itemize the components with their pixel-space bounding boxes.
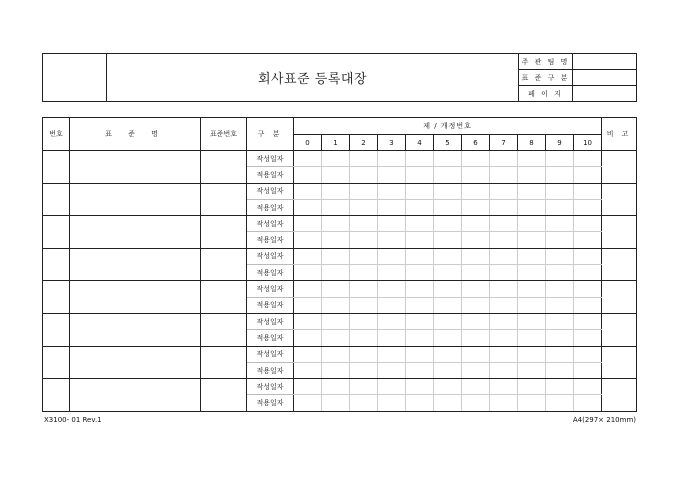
revision-date-cell[interactable] — [406, 232, 434, 248]
revision-date-cell[interactable] — [490, 199, 518, 215]
paper-size: A4(297× 210mm) — [572, 416, 636, 424]
revision-date-cell[interactable] — [322, 362, 350, 378]
revision-date-cell[interactable] — [518, 248, 546, 264]
logo-cell — [43, 54, 107, 102]
revision-column-header: 1 — [322, 135, 350, 151]
revision-date-cell[interactable] — [546, 183, 574, 199]
revision-date-cell[interactable] — [434, 232, 462, 248]
form-code: X3100- 01 Rev.1 — [44, 416, 102, 424]
revision-date-cell[interactable] — [546, 395, 574, 411]
revision-column-header: 8 — [518, 135, 546, 151]
revision-date-cell[interactable] — [322, 330, 350, 346]
revision-column-header: 10 — [574, 135, 602, 151]
revision-date-cell[interactable] — [378, 330, 406, 346]
revision-date-cell[interactable] — [350, 346, 378, 362]
revision-date-cell[interactable] — [378, 395, 406, 411]
header-revision-number: 제 / 개정번호 — [294, 118, 602, 135]
revision-date-cell[interactable] — [546, 265, 574, 281]
number-cell[interactable] — [43, 248, 70, 281]
revision-date-cell[interactable] — [350, 313, 378, 329]
revision-date-cell[interactable] — [294, 265, 322, 281]
header-remarks: 비 고 — [602, 118, 637, 151]
standard-code-cell[interactable] — [201, 183, 247, 216]
revision-date-cell[interactable] — [518, 216, 546, 232]
revision-date-cell[interactable] — [294, 313, 322, 329]
revision-date-cell[interactable] — [406, 265, 434, 281]
revision-date-cell[interactable] — [434, 346, 462, 362]
revision-date-cell[interactable] — [462, 167, 490, 183]
revision-date-cell[interactable] — [490, 346, 518, 362]
header-block — [42, 53, 637, 102]
revision-date-cell[interactable] — [546, 362, 574, 378]
revision-date-cell[interactable] — [462, 297, 490, 313]
standard-code-cell[interactable] — [201, 281, 247, 314]
revision-column-header: 5 — [434, 135, 462, 151]
revision-date-cell[interactable] — [406, 199, 434, 215]
revision-date-cell[interactable] — [378, 297, 406, 313]
category-label: 적용일자 — [247, 362, 294, 378]
revision-date-cell[interactable] — [546, 297, 574, 313]
number-cell[interactable] — [43, 151, 70, 184]
standard-name-cell[interactable] — [70, 281, 201, 314]
category-label: 적용일자 — [247, 265, 294, 281]
revision-date-cell[interactable] — [574, 167, 602, 183]
revision-date-cell[interactable] — [434, 151, 462, 167]
revision-date-cell[interactable] — [378, 232, 406, 248]
revision-date-cell[interactable] — [294, 395, 322, 411]
revision-date-cell[interactable] — [574, 281, 602, 297]
revision-date-cell[interactable] — [462, 183, 490, 199]
revision-date-cell[interactable] — [378, 313, 406, 329]
revision-date-cell[interactable] — [322, 232, 350, 248]
revision-date-cell[interactable] — [406, 330, 434, 346]
revision-date-cell[interactable] — [294, 232, 322, 248]
revision-date-cell[interactable] — [462, 199, 490, 215]
revision-date-cell[interactable] — [490, 395, 518, 411]
revision-date-cell[interactable] — [574, 265, 602, 281]
revision-column-header: 6 — [462, 135, 490, 151]
number-cell[interactable] — [43, 216, 70, 249]
revision-date-cell[interactable] — [294, 183, 322, 199]
revision-date-cell[interactable] — [406, 216, 434, 232]
revision-date-cell[interactable] — [546, 313, 574, 329]
revision-date-cell[interactable] — [574, 297, 602, 313]
revision-date-cell[interactable] — [322, 199, 350, 215]
revision-date-cell[interactable] — [378, 362, 406, 378]
standard-code-cell[interactable] — [201, 379, 247, 412]
category-label: 작성일자 — [247, 151, 294, 167]
register-table — [42, 117, 637, 412]
revision-date-cell[interactable] — [490, 265, 518, 281]
revision-date-cell[interactable] — [350, 281, 378, 297]
revision-date-cell[interactable] — [546, 216, 574, 232]
revision-date-cell[interactable] — [574, 183, 602, 199]
revision-date-cell[interactable] — [490, 281, 518, 297]
revision-date-cell[interactable] — [462, 248, 490, 264]
revision-date-cell[interactable] — [406, 379, 434, 395]
revision-date-cell[interactable] — [462, 379, 490, 395]
revision-date-cell[interactable] — [378, 151, 406, 167]
revision-date-cell[interactable] — [546, 167, 574, 183]
header-standard-name: 표 준 명 — [70, 118, 201, 151]
revision-date-cell[interactable] — [350, 379, 378, 395]
standard-code-cell[interactable] — [201, 346, 247, 379]
revision-date-cell[interactable] — [462, 346, 490, 362]
revision-date-cell[interactable] — [434, 216, 462, 232]
revision-date-cell[interactable] — [378, 167, 406, 183]
revision-date-cell[interactable] — [462, 265, 490, 281]
standard-name-cell[interactable] — [70, 183, 201, 216]
revision-date-cell[interactable] — [406, 151, 434, 167]
field-department[interactable] — [573, 54, 637, 70]
revision-date-cell[interactable] — [322, 183, 350, 199]
standard-code-cell[interactable] — [201, 248, 247, 281]
standard-name-cell[interactable] — [70, 216, 201, 249]
revision-date-cell[interactable] — [294, 167, 322, 183]
field-standard-type[interactable] — [573, 70, 637, 86]
revision-date-cell[interactable] — [546, 199, 574, 215]
revision-date-cell[interactable] — [378, 216, 406, 232]
label-page: 페 이 지 — [519, 86, 573, 102]
revision-date-cell[interactable] — [434, 330, 462, 346]
revision-date-cell[interactable] — [434, 183, 462, 199]
revision-date-cell[interactable] — [518, 362, 546, 378]
revision-date-cell[interactable] — [574, 151, 602, 167]
revision-date-cell[interactable] — [406, 346, 434, 362]
revision-date-cell[interactable] — [294, 216, 322, 232]
revision-date-cell[interactable] — [322, 248, 350, 264]
revision-date-cell[interactable] — [518, 313, 546, 329]
revision-date-cell[interactable] — [546, 379, 574, 395]
revision-date-cell[interactable] — [294, 379, 322, 395]
revision-date-cell[interactable] — [518, 232, 546, 248]
revision-date-cell[interactable] — [434, 297, 462, 313]
revision-date-cell[interactable] — [490, 362, 518, 378]
revision-date-cell[interactable] — [406, 167, 434, 183]
revision-date-cell[interactable] — [462, 151, 490, 167]
revision-date-cell[interactable] — [322, 151, 350, 167]
revision-date-cell[interactable] — [322, 395, 350, 411]
document-title: 회사표준 등록대장 — [107, 54, 519, 102]
revision-date-cell[interactable] — [434, 313, 462, 329]
category-label: 적용일자 — [247, 330, 294, 346]
revision-date-cell[interactable] — [378, 265, 406, 281]
revision-date-cell[interactable] — [406, 183, 434, 199]
revision-date-cell[interactable] — [322, 379, 350, 395]
revision-date-cell[interactable] — [378, 199, 406, 215]
revision-date-cell[interactable] — [490, 151, 518, 167]
revision-date-cell[interactable] — [574, 313, 602, 329]
revision-date-cell[interactable] — [518, 265, 546, 281]
revision-date-cell[interactable] — [490, 313, 518, 329]
revision-date-cell[interactable] — [294, 199, 322, 215]
number-cell[interactable] — [43, 281, 70, 314]
revision-date-cell[interactable] — [546, 330, 574, 346]
category-label: 적용일자 — [247, 232, 294, 248]
revision-date-cell[interactable] — [322, 313, 350, 329]
revision-date-cell[interactable] — [574, 362, 602, 378]
revision-date-cell[interactable] — [490, 216, 518, 232]
revision-date-cell[interactable] — [518, 346, 546, 362]
revision-column-header: 0 — [294, 135, 322, 151]
revision-column-header: 3 — [378, 135, 406, 151]
table-row — [43, 346, 637, 362]
revision-column-header: 9 — [546, 135, 574, 151]
revision-date-cell[interactable] — [462, 313, 490, 329]
revision-date-cell[interactable] — [350, 216, 378, 232]
revision-date-cell[interactable] — [518, 151, 546, 167]
revision-date-cell[interactable] — [546, 232, 574, 248]
number-cell[interactable] — [43, 313, 70, 346]
revision-date-cell[interactable] — [490, 297, 518, 313]
remarks-cell[interactable] — [602, 379, 637, 412]
revision-date-cell[interactable] — [518, 395, 546, 411]
revision-date-cell[interactable] — [518, 183, 546, 199]
revision-date-cell[interactable] — [574, 248, 602, 264]
category-label: 적용일자 — [247, 395, 294, 411]
revision-column-header: 2 — [350, 135, 378, 151]
revision-date-cell[interactable] — [462, 281, 490, 297]
label-standard-type: 표 준 구 분 — [519, 70, 573, 86]
table-row — [43, 248, 637, 264]
category-label: 작성일자 — [247, 216, 294, 232]
revision-date-cell[interactable] — [434, 167, 462, 183]
revision-date-cell[interactable] — [434, 199, 462, 215]
standard-name-cell[interactable] — [70, 151, 201, 184]
revision-date-cell[interactable] — [350, 199, 378, 215]
revision-date-cell[interactable] — [462, 232, 490, 248]
revision-date-cell[interactable] — [434, 248, 462, 264]
revision-date-cell[interactable] — [322, 346, 350, 362]
revision-date-cell[interactable] — [434, 379, 462, 395]
remarks-cell[interactable] — [602, 248, 637, 281]
revision-date-cell[interactable] — [518, 167, 546, 183]
revision-date-cell[interactable] — [294, 248, 322, 264]
table-row — [43, 281, 637, 297]
remarks-cell[interactable] — [602, 281, 637, 314]
revision-date-cell[interactable] — [406, 281, 434, 297]
category-label: 적용일자 — [247, 199, 294, 215]
category-label: 작성일자 — [247, 183, 294, 199]
revision-date-cell[interactable] — [378, 379, 406, 395]
remarks-cell[interactable] — [602, 313, 637, 346]
number-cell[interactable] — [43, 346, 70, 379]
revision-date-cell[interactable] — [574, 199, 602, 215]
revision-date-cell[interactable] — [322, 216, 350, 232]
standard-code-cell[interactable] — [201, 216, 247, 249]
standard-code-cell[interactable] — [201, 313, 247, 346]
revision-date-cell[interactable] — [574, 232, 602, 248]
revision-date-cell[interactable] — [434, 362, 462, 378]
header-category: 구 분 — [247, 118, 294, 151]
revision-date-cell[interactable] — [322, 265, 350, 281]
category-label: 작성일자 — [247, 313, 294, 329]
revision-date-cell[interactable] — [490, 167, 518, 183]
revision-date-cell[interactable] — [322, 167, 350, 183]
revision-date-cell[interactable] — [518, 379, 546, 395]
revision-date-cell[interactable] — [294, 151, 322, 167]
revision-date-cell[interactable] — [490, 379, 518, 395]
revision-date-cell[interactable] — [350, 183, 378, 199]
revision-date-cell[interactable] — [406, 362, 434, 378]
number-cell[interactable] — [43, 183, 70, 216]
revision-date-cell[interactable] — [574, 330, 602, 346]
revision-date-cell[interactable] — [518, 199, 546, 215]
category-label: 작성일자 — [247, 248, 294, 264]
revision-date-cell[interactable] — [518, 330, 546, 346]
revision-date-cell[interactable] — [294, 346, 322, 362]
table-row — [43, 183, 637, 199]
revision-date-cell[interactable] — [490, 183, 518, 199]
revision-date-cell[interactable] — [406, 313, 434, 329]
label-department: 주 관 팀 명 — [519, 54, 573, 70]
revision-date-cell[interactable] — [294, 362, 322, 378]
revision-date-cell[interactable] — [406, 297, 434, 313]
revision-date-cell[interactable] — [350, 265, 378, 281]
header-number: 번호 — [43, 118, 70, 151]
remarks-cell[interactable] — [602, 151, 637, 184]
revision-date-cell[interactable] — [350, 330, 378, 346]
revision-date-cell[interactable] — [574, 395, 602, 411]
revision-date-cell[interactable] — [350, 395, 378, 411]
standard-name-cell[interactable] — [70, 248, 201, 281]
revision-date-cell[interactable] — [462, 216, 490, 232]
revision-date-cell[interactable] — [294, 297, 322, 313]
standard-name-cell[interactable] — [70, 313, 201, 346]
revision-date-cell[interactable] — [574, 346, 602, 362]
category-label: 작성일자 — [247, 346, 294, 362]
revision-date-cell[interactable] — [434, 281, 462, 297]
revision-date-cell[interactable] — [490, 248, 518, 264]
revision-date-cell[interactable] — [378, 248, 406, 264]
revision-date-cell[interactable] — [518, 297, 546, 313]
revision-date-cell[interactable] — [462, 362, 490, 378]
revision-date-cell[interactable] — [434, 395, 462, 411]
revision-date-cell[interactable] — [406, 395, 434, 411]
category-label: 적용일자 — [247, 167, 294, 183]
revision-date-cell[interactable] — [350, 232, 378, 248]
revision-date-cell[interactable] — [462, 330, 490, 346]
header-standard-code: 표준번호 — [201, 118, 247, 151]
revision-date-cell[interactable] — [462, 395, 490, 411]
remarks-cell[interactable] — [602, 183, 637, 216]
revision-date-cell[interactable] — [350, 167, 378, 183]
revision-date-cell[interactable] — [434, 265, 462, 281]
revision-date-cell[interactable] — [350, 297, 378, 313]
revision-date-cell[interactable] — [350, 248, 378, 264]
category-label: 적용일자 — [247, 297, 294, 313]
standard-name-cell[interactable] — [70, 346, 201, 379]
table-row — [43, 379, 637, 395]
revision-date-cell[interactable] — [350, 151, 378, 167]
category-label: 작성일자 — [247, 379, 294, 395]
revision-date-cell[interactable] — [546, 151, 574, 167]
revision-date-cell[interactable] — [518, 281, 546, 297]
table-row — [43, 216, 637, 232]
revision-date-cell[interactable] — [546, 248, 574, 264]
revision-date-cell[interactable] — [546, 281, 574, 297]
remarks-cell[interactable] — [602, 346, 637, 379]
revision-date-cell[interactable] — [378, 281, 406, 297]
table-row — [43, 313, 637, 329]
remarks-cell[interactable] — [602, 216, 637, 249]
revision-date-cell[interactable] — [378, 183, 406, 199]
revision-date-cell[interactable] — [574, 379, 602, 395]
category-label: 작성일자 — [247, 281, 294, 297]
field-page[interactable] — [573, 86, 637, 102]
standard-name-cell[interactable] — [70, 379, 201, 412]
revision-date-cell[interactable] — [574, 216, 602, 232]
revision-date-cell[interactable] — [490, 232, 518, 248]
revision-column-header: 4 — [406, 135, 434, 151]
revision-date-cell[interactable] — [322, 281, 350, 297]
revision-date-cell[interactable] — [294, 281, 322, 297]
number-cell[interactable] — [43, 379, 70, 412]
revision-date-cell[interactable] — [406, 248, 434, 264]
revision-date-cell[interactable] — [378, 346, 406, 362]
revision-date-cell[interactable] — [350, 362, 378, 378]
revision-column-header: 7 — [490, 135, 518, 151]
revision-date-cell[interactable] — [546, 346, 574, 362]
revision-date-cell[interactable] — [294, 330, 322, 346]
revision-date-cell[interactable] — [490, 330, 518, 346]
standard-code-cell[interactable] — [201, 151, 247, 184]
table-row — [43, 151, 637, 167]
revision-date-cell[interactable] — [322, 297, 350, 313]
